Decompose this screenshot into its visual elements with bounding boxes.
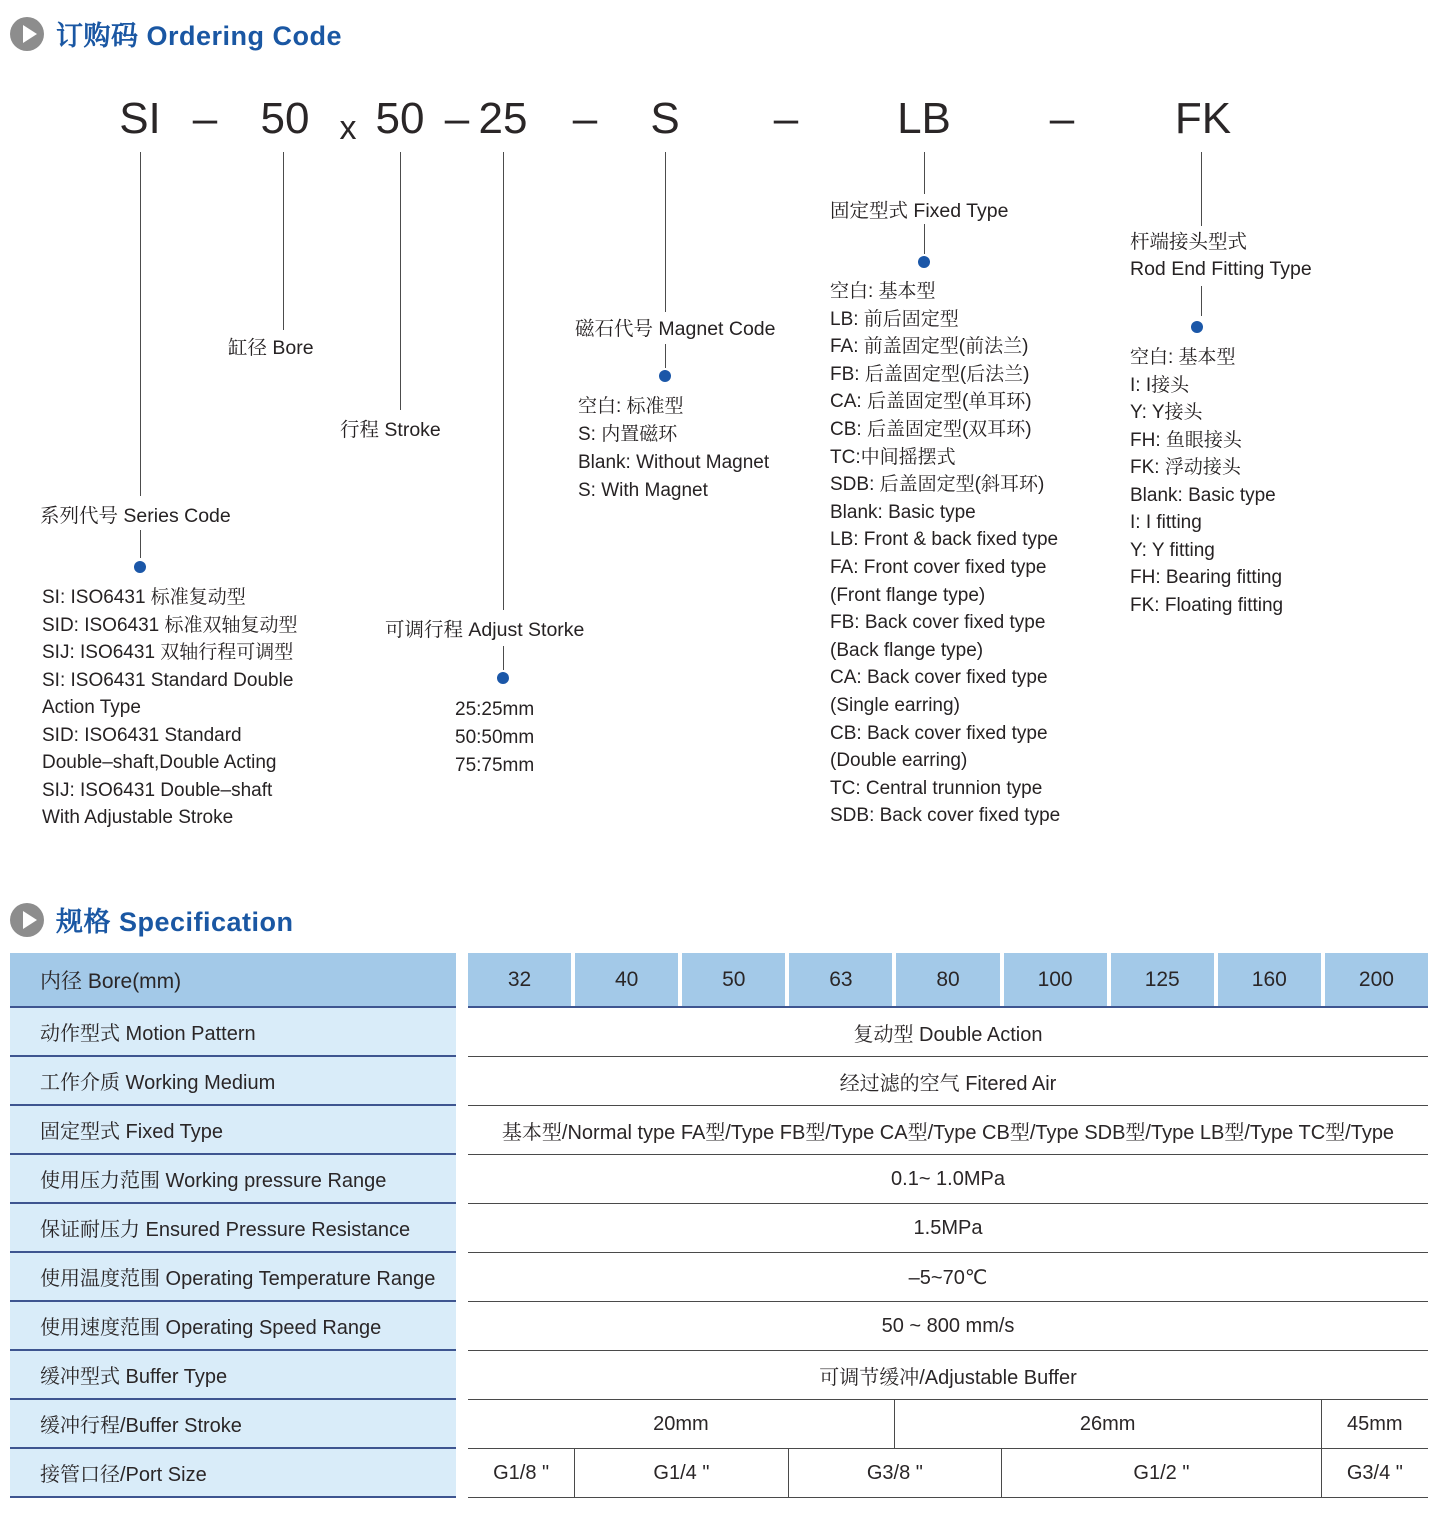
table-row-buffer-stroke	[10, 1400, 1428, 1449]
rodend-connector-line	[1201, 152, 1202, 226]
code-adjust: 25	[478, 94, 528, 143]
fixed-connector-line	[924, 152, 925, 194]
list-item: 空白: 标准型	[578, 396, 684, 417]
table-row-bore	[10, 953, 1428, 1008]
list-item: (Back flange type)	[830, 639, 984, 661]
row-label-bore: 内径 Bore(mm)	[10, 953, 456, 1008]
row-value: 复动型 Double Action	[468, 1008, 1428, 1057]
table-row-working-medium	[10, 1057, 1428, 1106]
column-gap	[456, 1106, 468, 1155]
table-row-operating-speed	[10, 1302, 1428, 1351]
port-size-cell: G1/4 "	[574, 1449, 787, 1498]
bore-value-cell: 32	[468, 953, 571, 1006]
list-item: Action Type	[42, 697, 141, 718]
rod-end-fitting-list	[1130, 344, 1283, 619]
list-item: (Front flange type)	[830, 584, 986, 606]
row-value: 0.1~ 1.0MPa	[468, 1155, 1428, 1204]
buffer-stroke-cell: 45mm	[1321, 1400, 1428, 1449]
table-row-operating-temperature	[10, 1253, 1428, 1302]
magnet-code-label: 磁石代号 Magnet Code	[575, 318, 776, 340]
fixed-type-label: 固定型式 Fixed Type	[830, 200, 1009, 222]
series-dot	[134, 561, 146, 573]
column-gap	[456, 1253, 468, 1302]
row-value: 可调节缓冲/Adjustable Buffer	[468, 1351, 1428, 1400]
code-dash-2: –	[444, 94, 470, 143]
table-row-port-size	[10, 1449, 1428, 1498]
list-item: (Double earring)	[830, 750, 968, 772]
code-magnet: S	[650, 94, 680, 143]
code-dash-4: –	[773, 94, 799, 143]
list-item: Double–shaft,Double Acting	[42, 752, 277, 773]
column-gap	[456, 1204, 468, 1253]
list-item: TC: Central trunnion type	[830, 777, 1043, 799]
column-gap	[456, 1449, 468, 1498]
code-series: SI	[119, 94, 161, 143]
list-item: SDB: 后盖固定型(斜耳环)	[830, 474, 1045, 496]
list-item: Blank: Basic type	[1130, 484, 1276, 506]
list-item: I: I接头	[1130, 374, 1190, 396]
bore-value-cell: 200	[1325, 953, 1428, 1006]
code-dash-3: –	[572, 94, 598, 143]
rod-end-fitting-label	[1130, 229, 1312, 283]
specification-title: 规格 Specification	[56, 907, 294, 937]
list-item: LB: Front & back fixed type	[830, 529, 1059, 551]
list-item: 75:75mm	[455, 755, 535, 776]
row-value: 经过滤的空气 Fitered Air	[468, 1057, 1428, 1106]
table-row-ensured-pressure	[10, 1204, 1428, 1253]
list-item: FA: Front cover fixed type	[830, 556, 1047, 578]
list-item: CA: 后盖固定型(单耳环)	[830, 391, 1032, 413]
row-label: 使用温度范围 Operating Temperature Range	[10, 1253, 456, 1302]
port-size-cell: G1/2 "	[1001, 1449, 1321, 1498]
magnet-dot	[659, 370, 671, 382]
table-row-buffer-type	[10, 1351, 1428, 1400]
list-item: SI: ISO6431 标准复动型	[42, 587, 246, 608]
port-size-cell: G3/8 "	[788, 1449, 1001, 1498]
bore-value-cell: 80	[896, 953, 999, 1006]
bore-label: 缸径 Bore	[228, 337, 314, 359]
column-gap	[456, 953, 468, 1008]
stroke-label: 行程 Stroke	[340, 419, 441, 441]
list-item: SIJ: ISO6431 双轴行程可调型	[42, 642, 294, 663]
list-item: CB: 后盖固定型(双耳环)	[830, 418, 1032, 440]
list-item: Y: Y fitting	[1130, 539, 1215, 561]
play-circle-icon	[10, 17, 44, 51]
series-connector-line-2	[140, 530, 141, 558]
code-dash-1: –	[192, 94, 218, 143]
code-stroke: 50	[375, 94, 425, 143]
list-item: SIJ: ISO6431 Double–shaft	[42, 779, 273, 801]
list-item: SID: ISO6431 标准双轴复动型	[42, 614, 298, 636]
list-item: Blank: Without Magnet	[578, 452, 770, 473]
fixed-type-list	[830, 278, 1060, 830]
row-value: 基本型/Normal type FA型/Type FB型/Type CA型/Type CB型/Type SDB型/Type LB型/Type TC型/Type	[468, 1106, 1428, 1155]
adjust-connector-line-2	[503, 646, 504, 670]
column-gap	[456, 1351, 468, 1400]
code-dash-5: –	[1049, 94, 1075, 143]
adjust-stroke-list	[455, 696, 534, 780]
row-label: 缓冲行程/Buffer Stroke	[10, 1400, 456, 1449]
ordering-code-section-header	[10, 14, 342, 53]
list-item: 50:50mm	[455, 727, 535, 748]
list-item: SI: ISO6431 Standard Double	[42, 669, 294, 691]
code-multiply-sign: x	[339, 109, 357, 147]
stroke-connector-line	[400, 152, 401, 410]
rod-end-label-cn: 杆端接头型式	[1130, 231, 1248, 253]
adjust-connector-line	[503, 152, 504, 610]
adjust-stroke-label: 可调行程 Adjust Storke	[385, 619, 585, 641]
row-value: –5~70℃	[468, 1253, 1428, 1302]
specification-table	[10, 953, 1428, 1498]
list-item: Blank: Basic type	[830, 501, 976, 523]
code-bore: 50	[260, 94, 310, 143]
column-gap	[456, 1302, 468, 1351]
list-item: FA: 前盖固定型(前法兰)	[830, 336, 1029, 358]
row-label: 工作介质 Working Medium	[10, 1057, 456, 1106]
list-item: SID: ISO6431 Standard	[42, 724, 242, 746]
magnet-connector-line	[665, 152, 666, 312]
list-item: 25:25mm	[455, 699, 535, 720]
table-row-fixed-type	[10, 1106, 1428, 1155]
list-item: CA: Back cover fixed type	[830, 667, 1048, 689]
series-code-list	[42, 584, 298, 832]
buffer-stroke-cell: 26mm	[894, 1400, 1321, 1449]
ordering-code-title: 订购码 Ordering Code	[56, 21, 343, 51]
column-gap	[456, 1155, 468, 1204]
play-circle-icon	[10, 903, 44, 937]
series-code-label: 系列代号 Series Code	[40, 505, 231, 527]
bore-value-cell: 160	[1218, 953, 1321, 1006]
list-item: FH: 鱼眼接头	[1130, 429, 1242, 451]
list-item: SDB: Back cover fixed type	[830, 805, 1061, 827]
list-item: With Adjustable Stroke	[42, 807, 234, 828]
list-item: FK: Floating fitting	[1130, 594, 1284, 616]
bore-connector-line	[283, 152, 284, 330]
row-label: 缓冲型式 Buffer Type	[10, 1351, 456, 1400]
rodend-dot	[1191, 321, 1203, 333]
series-connector-line	[140, 152, 141, 496]
bore-value-cell: 50	[682, 953, 785, 1006]
magnet-connector-line-2	[665, 344, 666, 368]
code-fixed-type: LB	[897, 94, 951, 143]
list-item: 空白: 基本型	[1130, 347, 1236, 368]
list-item: FB: Back cover fixed type	[830, 612, 1046, 634]
bore-values	[468, 953, 1428, 1008]
rodend-connector-line-2	[1201, 286, 1202, 316]
rod-end-label-en: Rod End Fitting Type	[1130, 258, 1312, 280]
bore-value-cell: 125	[1111, 953, 1214, 1006]
row-label: 动作型式 Motion Pattern	[10, 1008, 456, 1057]
port-size-cell: G3/4 "	[1321, 1449, 1428, 1498]
column-gap	[456, 1400, 468, 1449]
row-label: 固定型式 Fixed Type	[10, 1106, 456, 1155]
list-item: FB: 后盖固定型(后法兰)	[830, 363, 1030, 385]
row-value: 50 ~ 800 mm/s	[468, 1302, 1428, 1351]
bore-value-cell: 100	[1004, 953, 1107, 1006]
specification-section-header	[10, 900, 294, 939]
list-item: Y: Y接头	[1130, 402, 1203, 423]
bore-value-cell: 40	[575, 953, 678, 1006]
list-item: LB: 前后固定型	[830, 308, 959, 330]
adjust-dot	[497, 672, 509, 684]
code-rod-end: FK	[1174, 94, 1232, 143]
row-value: 1.5MPa	[468, 1204, 1428, 1253]
list-item: I: I fitting	[1130, 512, 1202, 533]
row-label: 接管口径/Port Size	[10, 1449, 456, 1498]
table-row-working-pressure	[10, 1155, 1428, 1204]
list-item: TC:中间摇摆式	[830, 446, 956, 468]
list-item: S: With Magnet	[578, 480, 708, 501]
port-size-cell: G1/8 "	[468, 1449, 574, 1498]
list-item: FH: Bearing fitting	[1130, 567, 1283, 588]
row-label: 使用压力范围 Working pressure Range	[10, 1155, 456, 1204]
magnet-code-list	[578, 393, 769, 505]
fixed-connector-line-2	[924, 224, 925, 254]
fixed-dot	[918, 256, 930, 268]
row-label: 保证耐压力 Ensured Pressure Resistance	[10, 1204, 456, 1253]
list-item: FK: 浮动接头	[1130, 457, 1241, 478]
column-gap	[456, 1008, 468, 1057]
row-label: 使用速度范围 Operating Speed Range	[10, 1302, 456, 1351]
bore-value-cell: 63	[789, 953, 892, 1006]
column-gap	[456, 1057, 468, 1106]
table-row-motion-pattern	[10, 1008, 1428, 1057]
list-item: S: 内置磁环	[578, 424, 678, 445]
buffer-stroke-cell: 20mm	[468, 1400, 894, 1449]
list-item: (Single earring)	[830, 694, 960, 716]
list-item: CB: Back cover fixed type	[830, 722, 1048, 744]
list-item: 空白: 基本型	[830, 281, 936, 302]
